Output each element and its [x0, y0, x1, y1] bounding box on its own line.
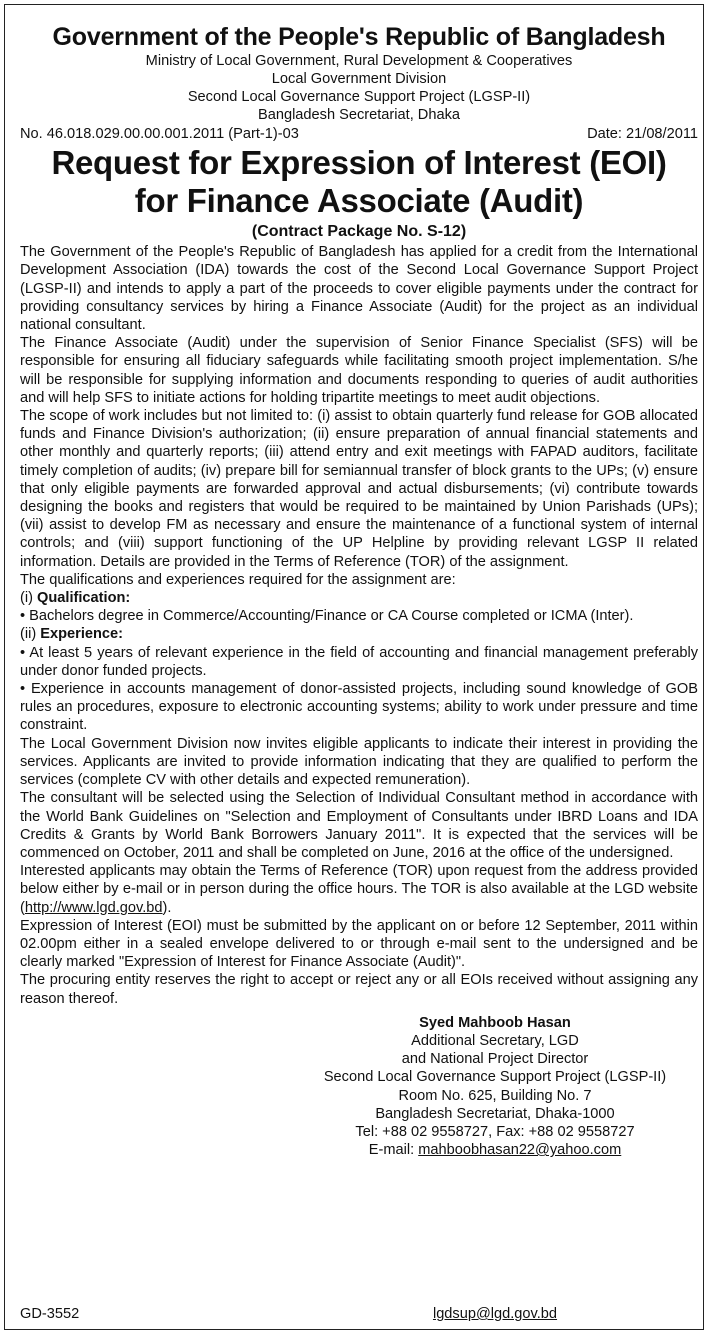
qualification-heading [20, 589, 698, 607]
experience-item: • At least 5 years of relevant experience in the field of accounting and financial management preferably under donor funded projects. [20, 644, 698, 679]
experience-prefix: (ii) [20, 626, 41, 643]
government-heading: Government of the People's Republic of Bangladesh [52, 23, 666, 51]
signatory-email [315, 1141, 675, 1159]
email-link-secondary[interactable]: lgdsup@lgd.gov.bd [432, 1306, 558, 1322]
notice-content [20, 22, 698, 1159]
paragraph-role: The Finance Associate (Audit) under the supervision of Senior Finance Specialist (SFS) will be responsible for ensuring all fiduciary safeguards while facilitating smooth project implementation. S/he will be responsible for supplying information and documents responding to queries of audit authorities and will help SFS to initiate actions for holding tripartite meetings to meet audit objections. [20, 335, 698, 406]
signatory-title: and National Project Director [401, 1051, 589, 1068]
qualification-prefix: (i) [20, 590, 38, 607]
signature-block [315, 1014, 675, 1160]
paragraph-requirements-intro: The qualifications and experiences required for the assignment are: [20, 571, 456, 588]
paragraph-submission: Expression of Interest (EOI) must be submitted by the applicant on or before 12 September, 2011 within 02.00pm either in a sealed envelope delivered to or through e-mail sent to the undersigned and be clearly marked "Expression of Interest for Finance Associate (Audit)". [20, 917, 698, 971]
paragraph-tor [20, 862, 698, 917]
title-line-2: for Finance Associate (Audit) [134, 182, 584, 220]
signatory-name: Syed Mahboob Hasan [419, 1014, 571, 1031]
reference-row [20, 125, 698, 143]
signatory-address: Bangladesh Secretariat, Dhaka-1000 [375, 1105, 615, 1122]
experience-label: Experience: [40, 626, 124, 643]
paragraph-scope: The scope of work includes but not limited to: (i) assist to obtain quarterly fund release for GOB allocated funds and Finance Division's authorization; (ii) ensure preparation of annual financial statements and other monthly and quarterly reports; (iii) attend entry and exit meetings with FAPAD auditors, facilitate timely completion of audits; (iv) prepare bill for semiannual transfer of block grants to the UPs; (v) ensure that only eligible payments are forwarded approval and actual disbursements; (vi) contribute towards designing the books and registers that would be required to be maintained by Union Parishads (UPs); (vii) assist to develop FM as necessary and ensure the maintenance of a functional system of internal controls; and (viii) support functioning of the UP Helpline by providing relevant LGSP II related information. Details are provided in the Terms of Reference (TOR) of the assignment. [20, 408, 698, 570]
experience-item: • Experience in accounts management of donor-assisted projects, including sound knowledge of GOB rules an procedures, exposure to electronic accounting systems; ability to work under pressure and time constraint. [20, 681, 698, 734]
email-label: E-mail: [368, 1142, 419, 1159]
lgd-website-link[interactable]: http://www.lgd.gov.bd [24, 899, 163, 916]
reference-number: No. 46.018.029.00.00.001.2011 (Part-1)-03 [20, 126, 299, 142]
tor-text-end: ). [162, 899, 172, 916]
gd-code: GD-3552 [20, 1306, 80, 1322]
contract-package: (Contract Package No. S-12) [251, 223, 467, 241]
experience-heading [20, 625, 698, 643]
email-link-primary[interactable]: mahboobhasan22@yahoo.com [418, 1142, 622, 1159]
signatory-title: Additional Secretary, LGD [411, 1032, 579, 1049]
project-line: Second Local Governance Support Project (LGSP-II) [187, 89, 531, 105]
notice-date: Date: 21/08/2011 [587, 126, 698, 142]
paragraph-selection: The consultant will be selected using the Selection of Individual Consultant method in accordance with the World Bank Guidelines on "Selection and Employment of Consultants under IBRD Loans and IDA Credits & Grants by World Bank Borrowers January 2011". It is expected that the services will be commenced on October, 2011 and shall be completed on June, 2016 at the office of the undersigned. [20, 790, 698, 861]
ministry-line: Ministry of Local Government, Rural Development & Cooperatives [145, 53, 573, 69]
tor-text: Interested applicants may obtain the Terms of Reference (TOR) upon request from the address provided below either by e-mail or in person during the office hours. The TOR is also available at the LGD website ( [20, 863, 698, 916]
email-link-secondary-row [315, 1306, 675, 1322]
location-line: Bangladesh Secretariat, Dhaka [257, 107, 460, 123]
signatory-room: Room No. 625, Building No. 7 [398, 1087, 592, 1104]
signatory-phone: Tel: +88 02 9558727, Fax: +88 02 9558727 [355, 1123, 635, 1140]
signatory-project: Second Local Governance Support Project (LGSP-II) [323, 1069, 667, 1086]
paragraph-invitation: The Local Government Division now invites eligible applicants to indicate their interest in providing the services. Applicants are invited to provide information indicating that they are qualified to perform the services (complete CV with other details and expected remuneration). [20, 735, 698, 789]
paragraph-rights: The procuring entity reserves the right to accept or reject any or all EOIs received without assigning any reason thereof. [20, 972, 698, 1007]
qualification-item: • Bachelors degree in Commerce/Accounting/Finance or CA Course completed or ICMA (Inter). [20, 608, 634, 625]
paragraph-background: The Government of the People's Republic of Bangladesh has applied for a credit from the International Development Association (IDA) towards the cost of the Second Local Governance Support Project (LGSP-II) and intends to apply a part of the proceeds to cover eligible payments under the contract for providing consultancy services by hiring a Finance Associate (Audit) for the project as an individual national consultant. [20, 244, 698, 334]
title-line-1: Request for Expression of Interest (EOI) [51, 144, 667, 182]
qualification-label: Qualification: [37, 590, 131, 607]
division-line: Local Government Division [271, 71, 447, 87]
